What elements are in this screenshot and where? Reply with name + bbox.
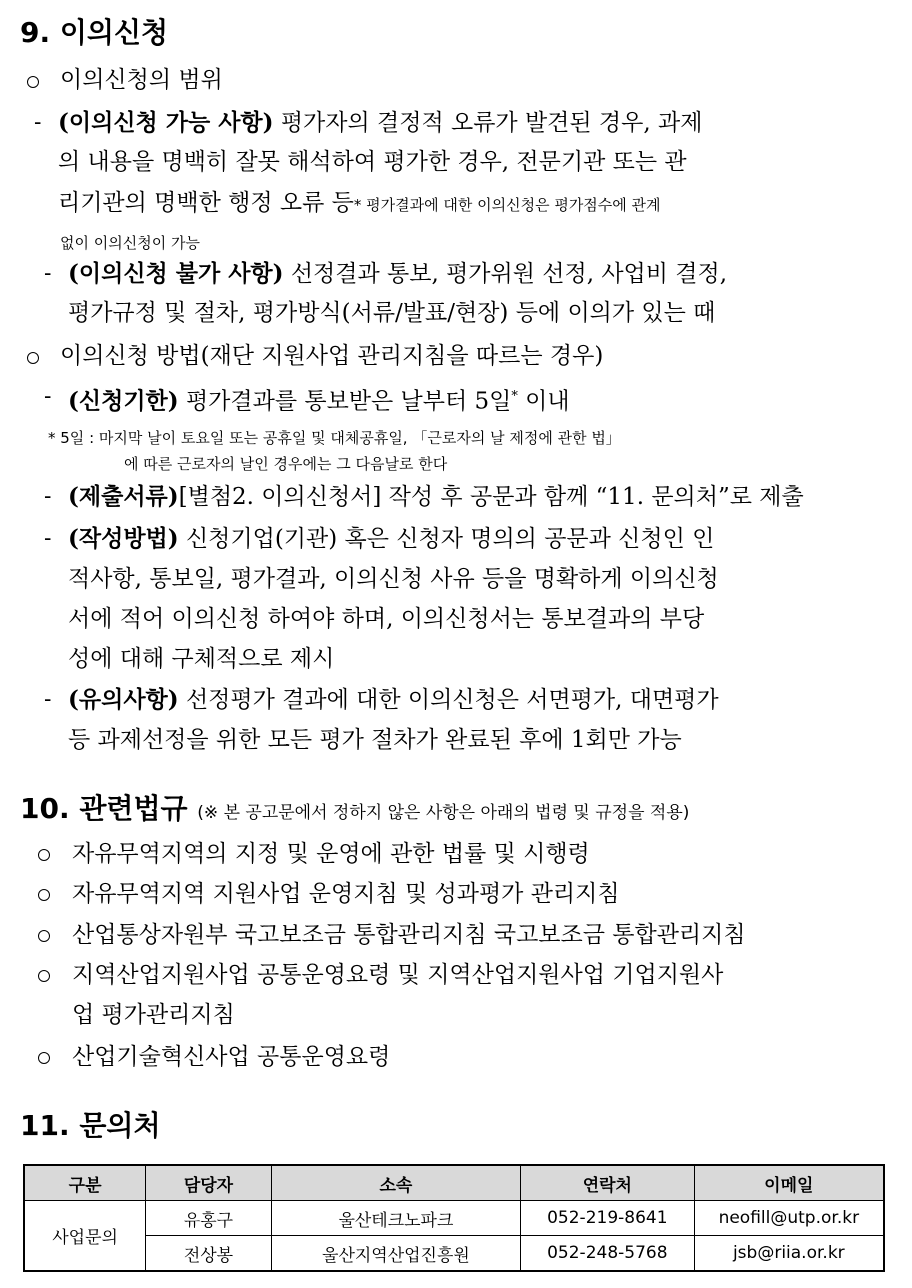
dash-marker: - [44,484,52,509]
impossible-text-1: 선정결과 통보, 평가위원 선정, 사업비 결정, [290,261,728,287]
impossible-line-1 [68,259,727,289]
circle-bullet-icon [27,352,39,364]
possible-note-2: 없이 이의신청이 가능 [60,234,200,252]
possible-label: (이의신청 가능 사항) [58,109,274,136]
possible-line-3 [58,188,661,220]
impossible-line-2: 평가규정 및 절차, 평가방식(서류/발표/현장) 등에 이의가 있는 때 [68,300,716,326]
table-row [24,1201,884,1236]
section-10-title: 10. 관련법규 [20,792,188,825]
section-9-title: 9. 이의신청 [20,16,169,49]
how-line-1 [68,524,714,554]
caution-line-2: 등 과제선정을 위한 모든 평가 절차가 완료된 후에 1회만 가능 [68,727,682,753]
header-cell: 이메일 [694,1165,884,1201]
docs-label: (제출서류) [68,483,179,510]
section-10-heading [20,792,689,830]
dash-marker: - [44,384,52,409]
circle-bullet-icon [27,76,39,88]
law-item-3: 산업통상자원부 국고보조금 통합관리지침 국고보조금 통합관리지침 [72,922,746,948]
dash-marker: - [44,526,52,551]
caution-label: (유의사항) [68,686,179,713]
circle-bullet-icon [38,1052,50,1064]
docs-text: [별첨2. 이의신청서] 작성 후 공문과 함께 “11. 문의처”로 제출 [178,484,804,510]
how-line-3: 서에 적어 이의신청 하여야 하며, 이의신청서는 통보결과의 부당 [68,606,705,632]
circle-bullet-icon [38,849,50,861]
docs-line [68,482,804,512]
circle-bullet-icon [38,930,50,942]
header-cell: 담당자 [146,1165,272,1201]
possible-line-2: 의 내용을 명백히 잘못 해석하여 평가한 경우, 전문기관 또는 관 [58,149,687,175]
dash-marker: - [34,110,42,135]
possible-text-1: 평가자의 결정적 오류가 발견된 경우, 과제 [280,110,703,136]
period-tail: 이내 [525,388,570,415]
footnote-line-2: 에 따른 근로자의 날인 경우에는 그 다음날로 한다 [124,455,448,473]
phone-cell: 052-219-8641 [521,1201,695,1236]
period-line [68,382,570,417]
law-item-5: 산업기술혁신사업 공통운영요령 [72,1044,391,1070]
name-cell: 유홍구 [146,1201,272,1236]
law-item-4-cont: 업 평가관리지침 [72,1002,235,1028]
period-text: 평가결과를 통보받은 날부터 5일 [185,388,512,415]
circle-bullet-icon [38,970,50,982]
footnote-line-1: * 5일 : 마지막 날이 토요일 또는 공휴일 및 대체공휴일, 「근로자의 날 제정에 관한 법」 [48,429,621,447]
section-10-note: (※ 본 공고문에서 정하지 않은 사항은 아래의 법령 및 규정을 적용) [197,803,690,823]
how-label: (작성방법) [68,525,179,552]
how-line-4: 성에 대해 구체적으로 제시 [68,646,335,672]
org-cell: 울산테크노파크 [271,1201,520,1236]
table-header-row [24,1165,884,1201]
dash-marker: - [44,261,52,286]
method-heading: 이의신청 방법(재단 지원사업 관리지침을 따르는 경우) [60,343,604,369]
section-11-title: 11. 문의처 [20,1109,161,1142]
caution-text-1: 선정평가 결과에 대한 이의신청은 서면평가, 대면평가 [185,687,719,713]
circle-bullet-icon [38,889,50,901]
table-row [24,1236,884,1272]
caution-line-1 [68,685,719,715]
email-cell: jsb@riia.or.kr [694,1236,884,1272]
how-line-2: 적사항, 통보일, 평가결과, 이의신청 사유 등을 명확하게 이의신청 [68,566,719,592]
period-sup: * [511,389,518,404]
possible-line-1 [58,108,702,138]
header-cell: 연락처 [521,1165,695,1201]
how-text-1: 신청기업(기관) 혹은 신청자 명의의 공문과 신청인 인 [185,526,715,552]
law-item-2: 자유무역지역 지원사업 운영지침 및 성과평가 관리지침 [72,881,620,907]
name-cell: 전상봉 [146,1236,272,1272]
possible-note-inline: * 평가결과에 대한 이의신청은 평가점수에 관계 [353,196,661,214]
org-cell: 울산지역산업진흥원 [271,1236,520,1272]
phone-cell: 052-248-5768 [521,1236,695,1272]
law-item-4: 지역산업지원사업 공통운영요령 및 지역산업지원사업 기업지원사 [72,962,724,988]
category-cell: 사업문의 [24,1201,146,1272]
law-item-1: 자유무역지역의 지정 및 운영에 관한 법률 및 시행령 [72,841,590,867]
possible-text-3: 리기관의 명백한 행정 오류 등 [58,190,354,216]
contact-table [23,1164,885,1272]
scope-heading: 이의신청의 범위 [60,67,223,93]
header-cell: 구분 [24,1165,146,1201]
period-label: (신청기한) [68,387,179,415]
email-cell: neofill@utp.or.kr [694,1201,884,1236]
header-cell: 소속 [271,1165,520,1201]
dash-marker: - [44,687,52,712]
impossible-label: (이의신청 불가 사항) [68,260,284,287]
